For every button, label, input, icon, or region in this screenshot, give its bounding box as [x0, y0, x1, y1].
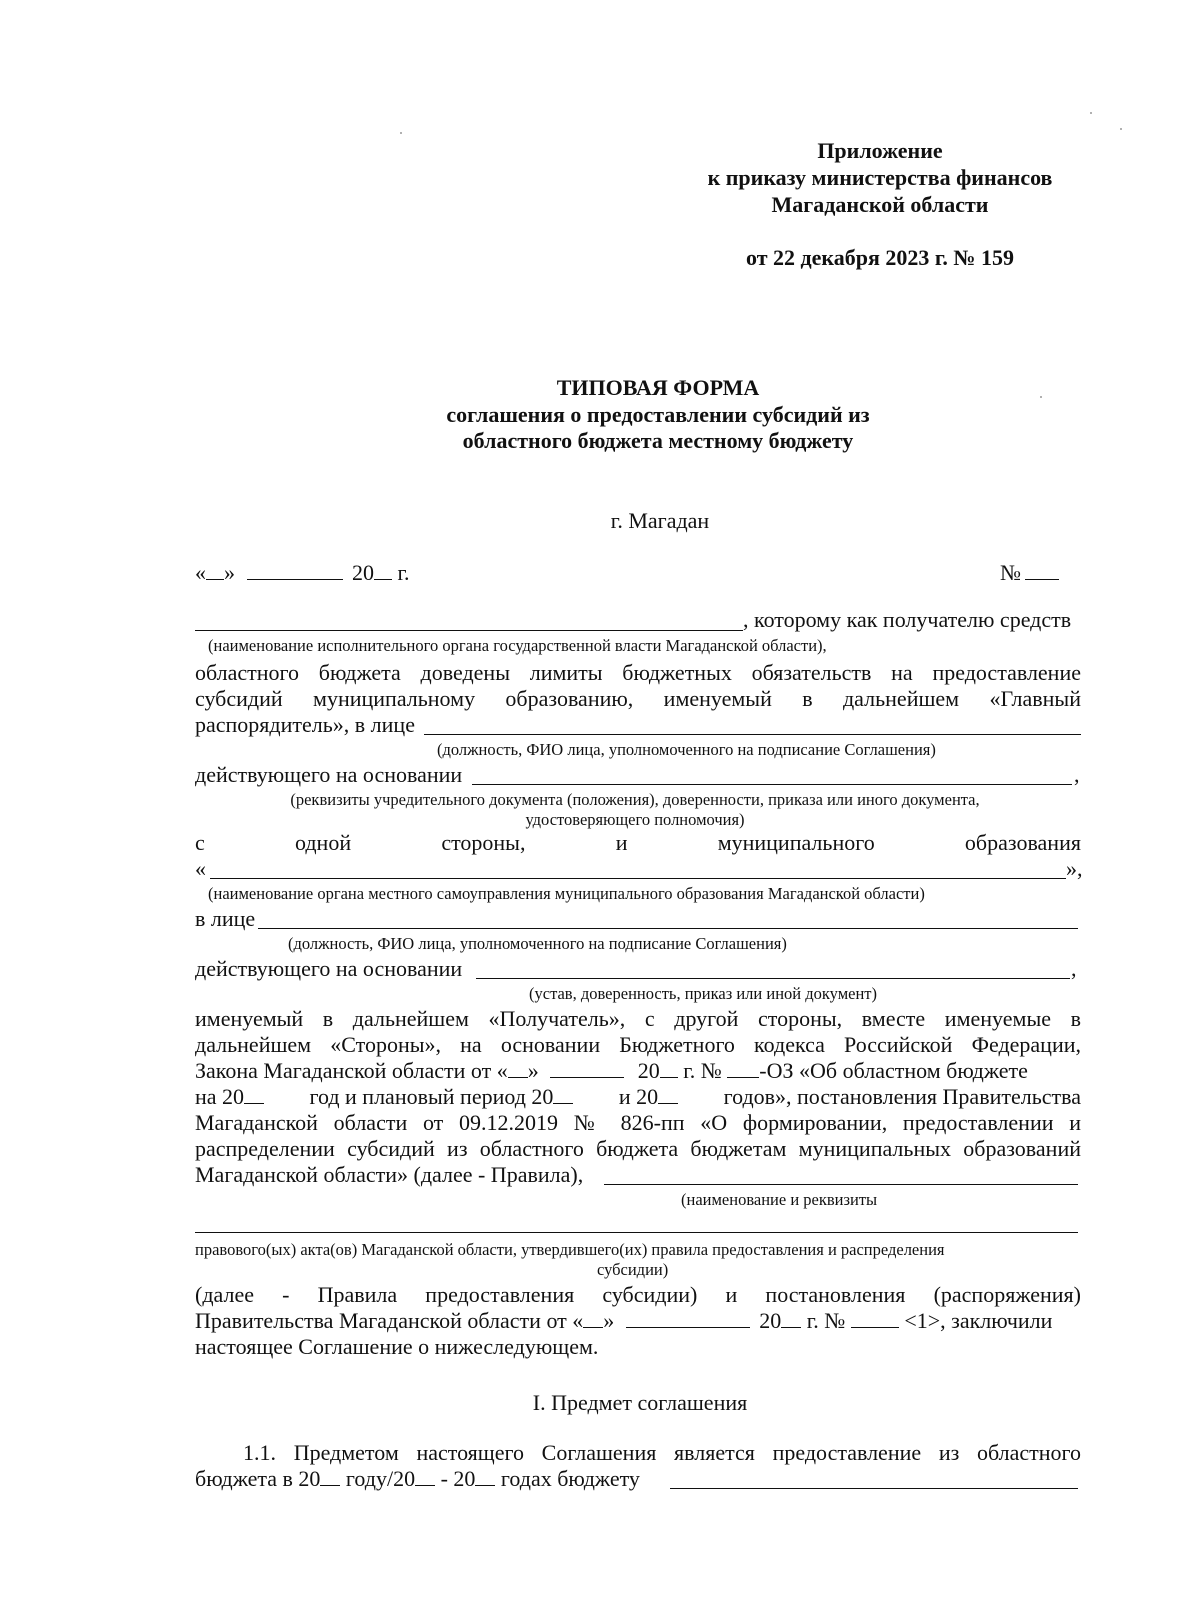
scan-speck	[1090, 112, 1092, 114]
appendix-order: к приказу министерства финансов	[707, 165, 1053, 190]
text-group	[619, 1084, 678, 1109]
caption-legal-act-2-line-2: субсидии)	[597, 1260, 669, 1279]
blank-plan-year-1	[553, 1085, 573, 1104]
word: образования	[964, 830, 1081, 855]
text-fragment: »	[527, 1058, 539, 1083]
blank-basis-1	[472, 784, 1072, 785]
blank-law-year	[660, 1059, 678, 1078]
paragraph-7-line-2: дальнейшем «Стороны», на основании Бюджетного кодекса Российской Федерации,	[195, 1032, 1081, 1057]
text-fragment: 20	[759, 1308, 782, 1333]
paragraph-6-line-1: действующего на основании	[195, 956, 463, 981]
year-suffix: г.	[397, 560, 410, 585]
text-fragment: <1>, заключили	[904, 1308, 1053, 1333]
paragraph-2-line-2: субсидий муниципальному образованию, именуемый в дальнейшем «Главный	[195, 686, 1081, 711]
title-line-1: ТИПОВАЯ ФОРМА	[556, 375, 760, 400]
caption-municipality: (наименование органа местного самоуправления муниципального образования Магаданской области)	[208, 884, 925, 903]
caption-official-2: (должность, ФИО лица, уполномоченного на подписание Соглашения)	[288, 934, 787, 953]
text-fragment: 20	[637, 1058, 660, 1083]
blank-official-1	[424, 734, 1081, 735]
caption-official-1: (должность, ФИО лица, уполномоченного на подписание Соглашения)	[437, 740, 936, 759]
paragraph-7-line-4	[195, 1084, 1081, 1109]
caption-basis-2: (устав, доверенность, приказ или иной документ)	[529, 984, 877, 1003]
paragraph-4-quote-open: «	[195, 856, 206, 881]
text-fragment: г. №	[683, 1058, 722, 1083]
blank-budget-year	[244, 1085, 264, 1104]
paragraph-8-line-1: (далее - Правила предоставления субсидии) и постановления (распоряжения)	[195, 1282, 1081, 1307]
blank-executive-body	[195, 630, 743, 631]
blank-recipient-budget	[670, 1488, 1078, 1489]
title-line-3: областного бюджета местному бюджету	[462, 428, 854, 453]
paragraph-7-line-6: распределении субсидий из областного бюджета бюджетам муниципальных образований	[195, 1136, 1081, 1161]
caption-legal-act-2-line-1: правового(ых) акта(ов) Магаданской области, утвердившего(их) правила предоставления и распределения	[195, 1240, 945, 1259]
text-fragment: бюджета в 20	[195, 1466, 321, 1491]
caption-legal-act-1: (наименование и реквизиты	[681, 1190, 878, 1209]
text-fragment: годах бюджету	[500, 1466, 640, 1491]
blank-month	[247, 561, 343, 580]
blank-official-2	[258, 928, 1078, 929]
blank-decree-month	[626, 1309, 750, 1328]
quote-open: «	[195, 560, 206, 585]
section-1-item-1-line-2	[195, 1466, 640, 1491]
text-fragment: Правительства Магаданской области от «	[195, 1308, 584, 1333]
blank-law-month	[550, 1059, 624, 1078]
blank-year	[374, 561, 392, 580]
appendix-date: от 22 декабря 2023 г. № 159	[745, 245, 1014, 270]
text-fragment: год и плановый период 20	[309, 1084, 554, 1109]
paragraph-1-tail: , которому как получателю средств	[743, 607, 1072, 632]
caption-basis-1-line-1: (реквизиты учредительного документа (положения), доверенности, приказа или иного документа,	[290, 790, 980, 809]
blank-subsidy-year-2	[415, 1467, 435, 1486]
caption-executive-body: (наименование исполнительного органа государственной власти Магаданской области),	[208, 636, 827, 655]
blank-decree-year	[781, 1309, 801, 1328]
year-prefix: 20	[352, 560, 374, 585]
appendix-region: Магаданской области	[771, 192, 989, 217]
caption-basis-1-line-2: удостоверяющего полномочия)	[525, 810, 745, 829]
paragraph-5-line-1: в лице	[195, 906, 256, 931]
text-fragment: - 20	[440, 1466, 476, 1491]
text-fragment: годов», постановления Правительства	[723, 1084, 1081, 1109]
number-sign: №	[1000, 560, 1021, 585]
appendix-title: Приложение	[817, 138, 943, 163]
text-fragment: Закона Магаданской области от «	[195, 1058, 508, 1083]
blank-plan-year-2	[658, 1085, 678, 1104]
paragraph-6-comma: ,	[1071, 956, 1077, 981]
scan-speck	[400, 132, 402, 134]
blank-decree-day	[583, 1309, 603, 1328]
text-fragment: г. №	[806, 1308, 846, 1333]
paragraph-3-line-1: действующего на основании	[195, 762, 463, 787]
paragraph-8-line-2	[195, 1308, 1052, 1333]
blank-decree-number	[851, 1309, 899, 1328]
text-fragment: на 20	[195, 1084, 245, 1109]
text-group	[195, 1084, 264, 1109]
blank-municipality	[210, 878, 1066, 879]
blank-day	[206, 561, 224, 580]
paragraph-7-line-7: Магаданской области» (далее - Правила),	[195, 1162, 584, 1187]
section-1-heading: I. Предмет соглашения	[532, 1390, 748, 1415]
paragraph-2-line-3: распорядитель», в лице	[195, 712, 415, 737]
word: с	[195, 830, 205, 855]
blank-law-number	[727, 1059, 759, 1078]
quote-close: »	[224, 560, 235, 585]
paragraph-2-line-1: областного бюджета доведены лимиты бюджетных обязательств на предоставление	[195, 660, 1081, 685]
paragraph-4-quote-close: »,	[1066, 856, 1083, 881]
text-fragment: году/20	[345, 1466, 416, 1491]
text-fragment: »	[603, 1308, 615, 1333]
scan-speck	[1040, 396, 1042, 398]
word: стороны,	[441, 830, 526, 855]
date-row	[195, 560, 410, 585]
section-1-item-1-line-1: 1.1. Предметом настоящего Соглашения является предоставление из областного	[243, 1440, 1081, 1465]
text-fragment: -ОЗ «Об областном бюджете	[759, 1058, 1028, 1083]
word: одной	[294, 830, 352, 855]
text-fragment: и 20	[618, 1084, 659, 1109]
paragraph-7-line-5: Магаданской области от 09.12.2019 № 826-пп «О формировании, предоставлении и	[195, 1110, 1081, 1135]
paragraph-8-line-3: настоящее Соглашение о нижеследующем.	[195, 1334, 599, 1359]
paragraph-7-line-1: именуемый в дальнейшем «Получатель», с другой стороны, вместе именуемые в	[195, 1006, 1081, 1031]
blank-subsidy-year-3	[475, 1467, 495, 1486]
scan-speck	[1120, 128, 1122, 130]
blank-legal-act-1	[604, 1184, 1078, 1185]
paragraph-7-line-3	[195, 1058, 1028, 1083]
blank-law-day	[508, 1059, 528, 1078]
blank-basis-2	[476, 978, 1070, 979]
number-field	[1000, 560, 1059, 585]
title-line-2: соглашения о предоставлении субсидий из	[446, 402, 870, 427]
word: муниципального	[717, 830, 875, 855]
city-name: г. Магадан	[610, 508, 710, 533]
paragraph-4-line-1	[195, 830, 1081, 855]
blank-legal-act-2	[195, 1232, 1078, 1233]
blank-subsidy-year-1	[320, 1467, 340, 1486]
paragraph-3-comma: ,	[1074, 762, 1080, 787]
text-group	[310, 1084, 574, 1109]
word: и	[615, 830, 628, 855]
blank-number	[1025, 561, 1059, 580]
